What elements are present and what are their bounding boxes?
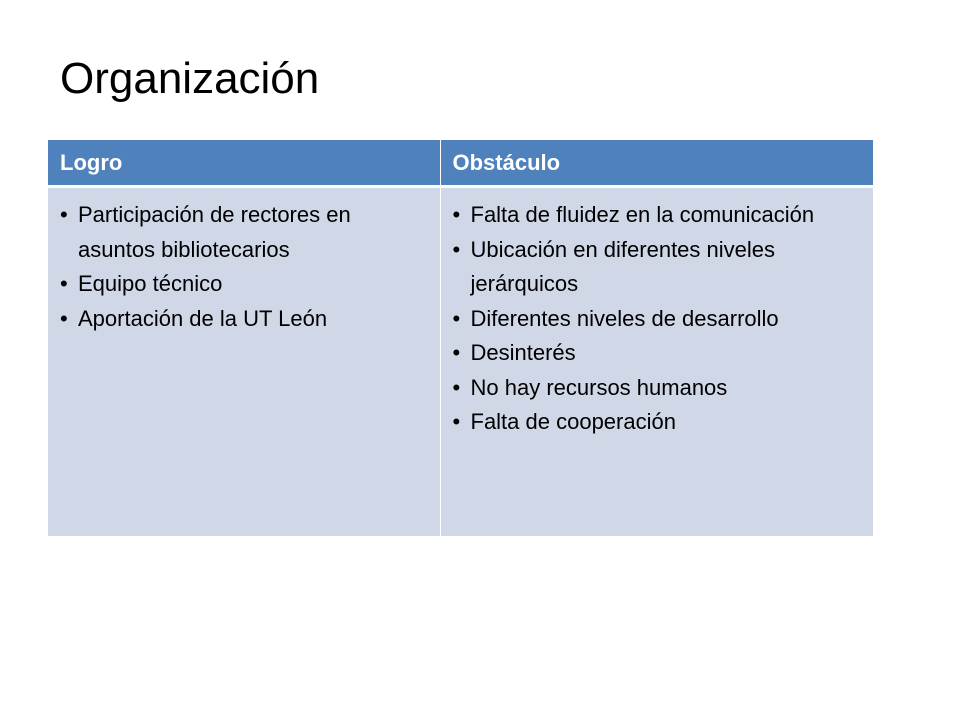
list-item xyxy=(453,336,866,371)
obstaculo-item-text: Diferentes niveles de desarrollo xyxy=(470,305,779,331)
list-item xyxy=(453,371,866,406)
obstaculo-item-text: No hay recursos humanos xyxy=(470,374,728,400)
logro-item-text: Aportación de la UT León xyxy=(78,305,328,331)
list-item xyxy=(453,198,866,233)
slide-title: Organización xyxy=(60,54,320,103)
logro-item-text: Participación de rectores en asuntos bibliotecarios xyxy=(78,202,357,262)
list-item xyxy=(453,233,866,302)
table-header-row xyxy=(48,140,873,187)
header-logro: Logro xyxy=(48,140,440,187)
obstaculo-item-text: Falta de cooperación xyxy=(470,409,676,434)
obstaculo-list xyxy=(453,198,866,440)
obstaculo-item-text: Falta de fluidez en la comunicación xyxy=(470,202,815,227)
logro-cell xyxy=(48,187,440,537)
list-item xyxy=(60,302,432,337)
obstaculo-item-text: Desinterés xyxy=(470,340,576,365)
list-item xyxy=(453,302,866,337)
list-item xyxy=(453,405,866,440)
logro-obstaculo-table xyxy=(48,140,873,536)
logro-list xyxy=(60,198,432,336)
list-item xyxy=(60,267,432,302)
logro-item-text: Equipo técnico xyxy=(78,271,223,296)
header-obstaculo: Obstáculo xyxy=(440,140,873,187)
list-item xyxy=(60,198,432,267)
obstaculo-item-text: Ubicación en diferentes niveles jerárquicos xyxy=(470,236,788,296)
obstaculo-cell xyxy=(440,187,873,537)
table-row xyxy=(48,187,873,537)
